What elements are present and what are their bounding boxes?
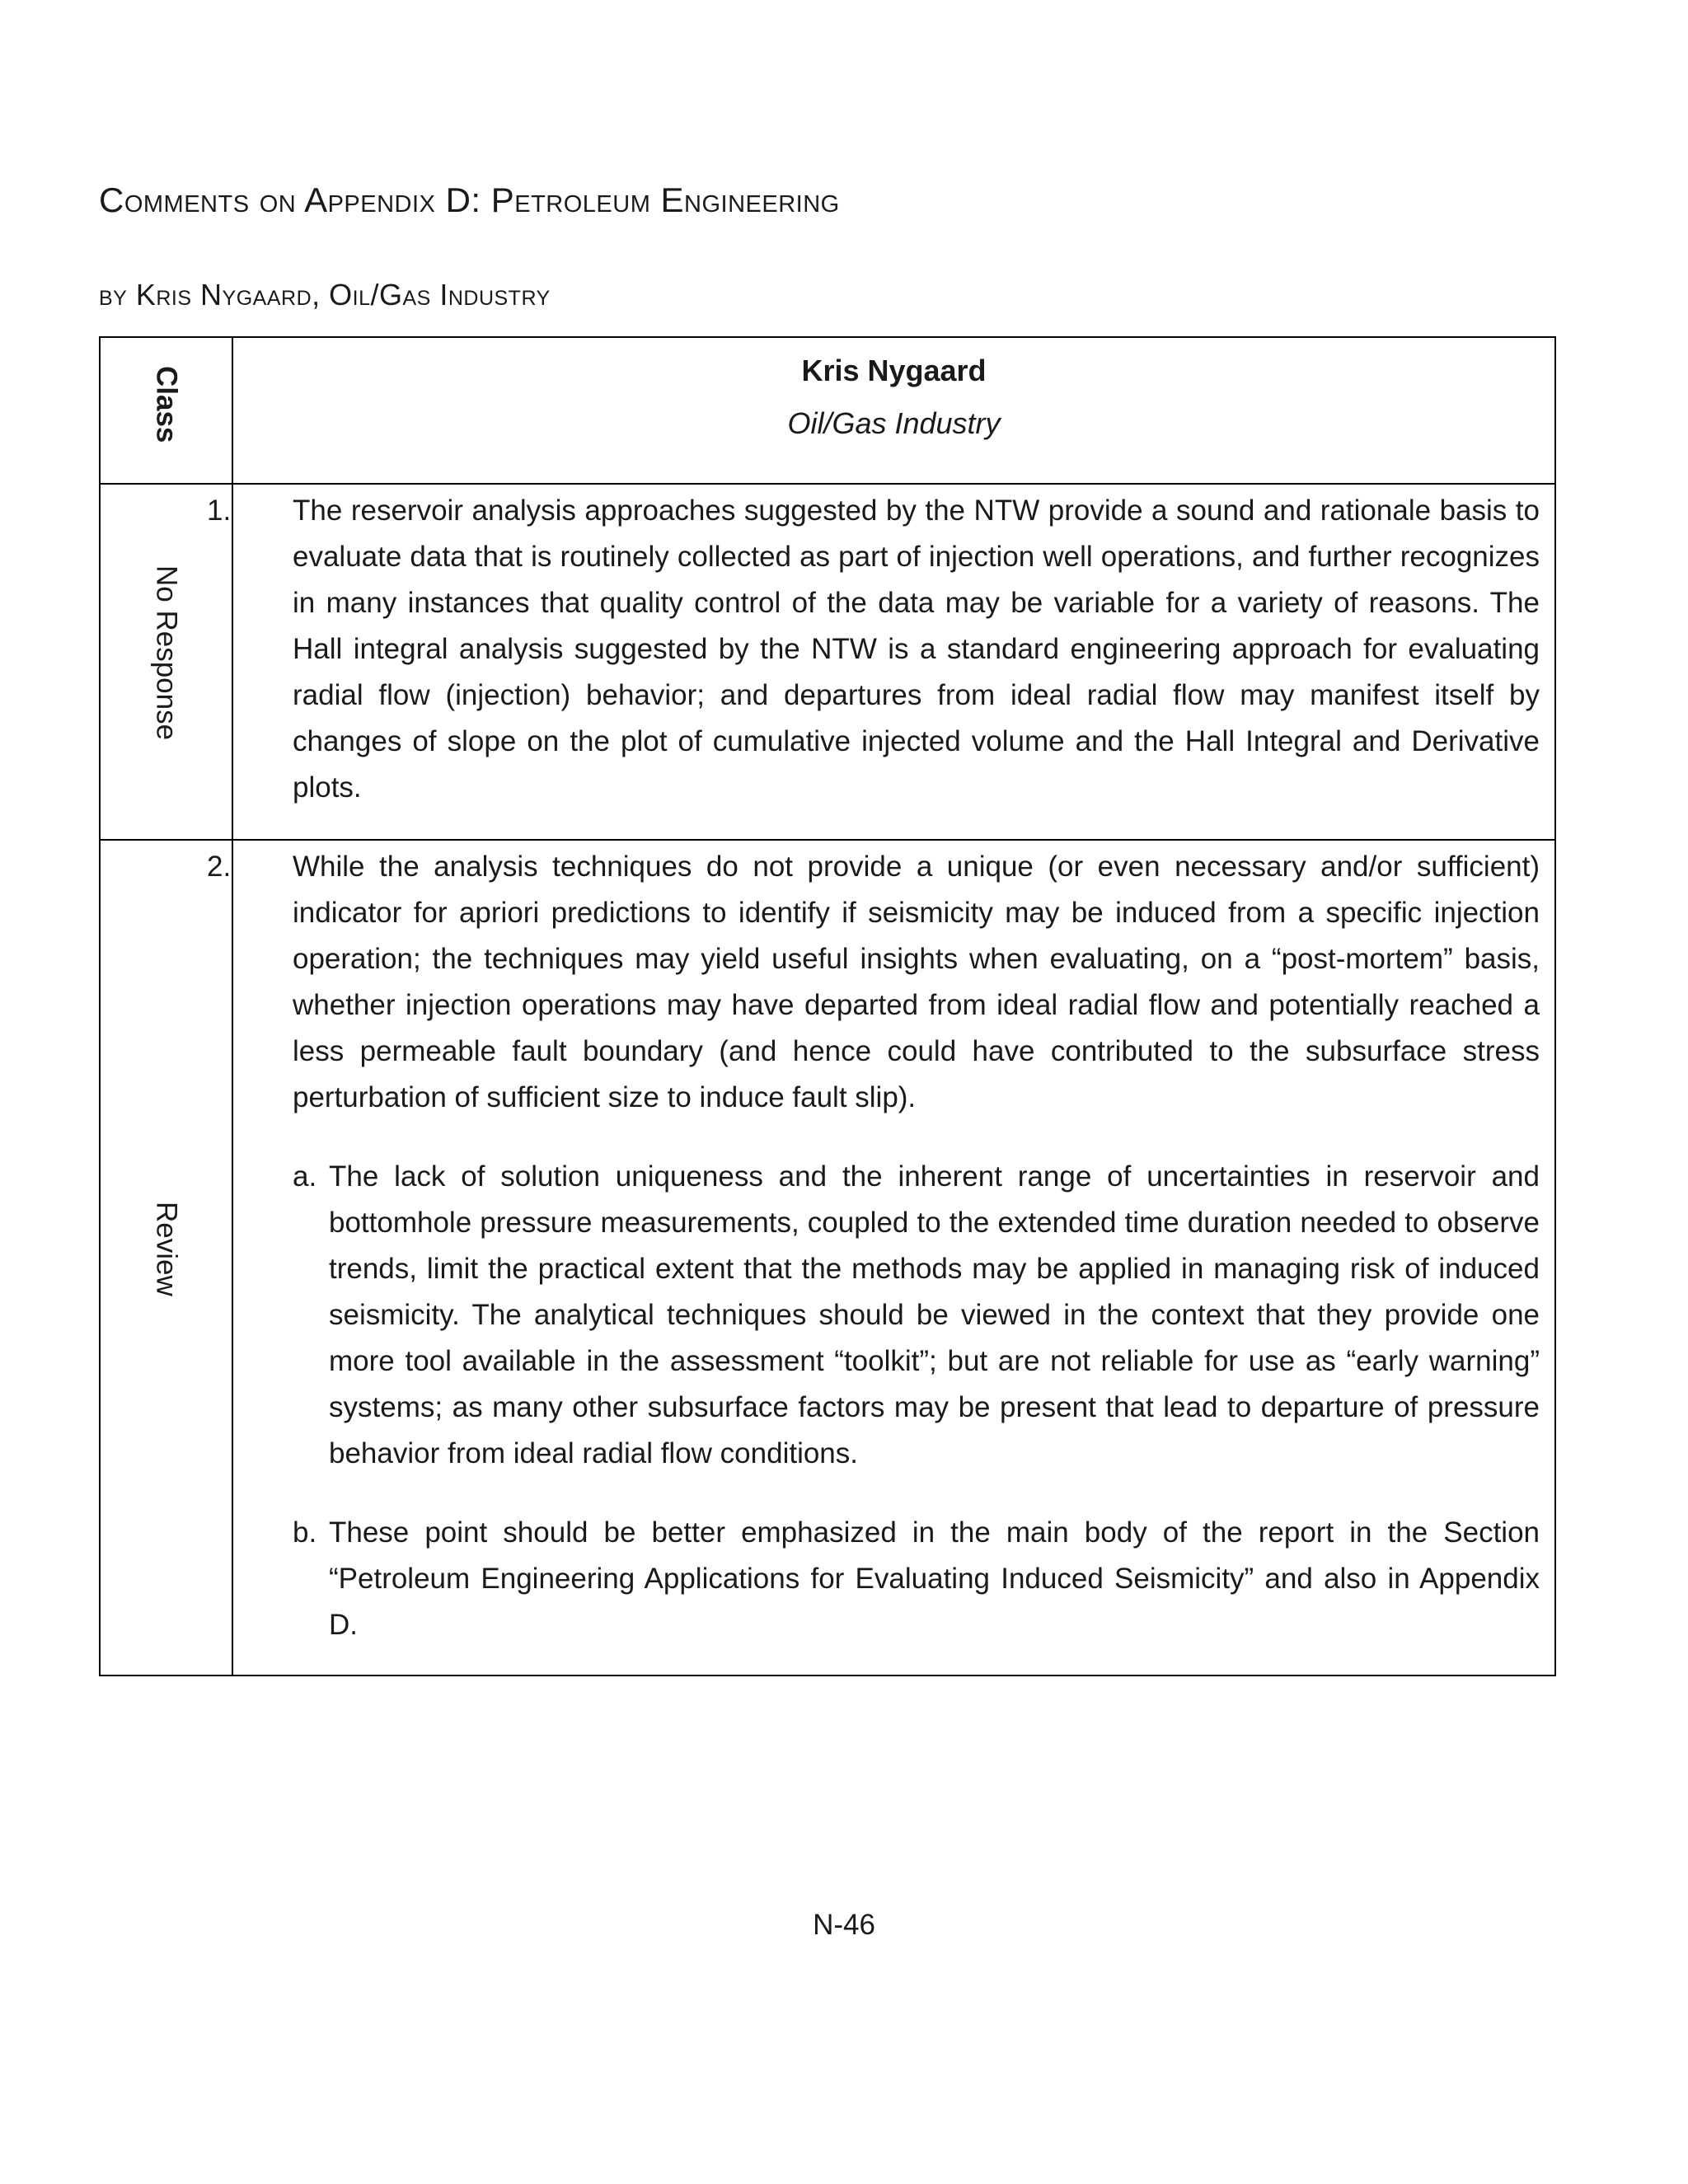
comment-item — [207, 844, 1540, 1121]
class-header-cell — [100, 337, 232, 484]
page-number: N-46 — [813, 1909, 875, 1941]
comment-number: 2. — [207, 851, 232, 883]
class-header-label: Class — [150, 366, 182, 443]
page-title: Comments on Appendix D: Petroleum Engineering — [99, 180, 840, 219]
comment-item — [207, 488, 1540, 811]
table-header-row — [100, 337, 1555, 484]
comment-number: 1. — [207, 494, 232, 527]
class-cell — [100, 484, 232, 840]
sub-comment-letter: b. — [293, 1516, 317, 1549]
reviewer-org: Oil/Gas Industry — [787, 406, 1001, 440]
sub-comment-text: These point should be better emphasized in the main body of the report in the Section “Petroleum Engineering Applications for Evaluating Induced Seismicity” and also in Appendix D. — [329, 1516, 1540, 1641]
comment-text: While the analysis techniques do not provide a unique (or even necessary and/or sufficient) indicator for apriori predictions to identify if seismicity may be induced from a specific injection operation; the techniques may yield useful insights when evaluating, on a “post-mortem” basis, whether injection operations may have departed from ideal radial flow and potentially reached a less permeable fault boundary (and hence could have contributed to the subsurface stress perturbation of sufficient size to induce fault slip). — [293, 851, 1540, 1113]
table-row — [100, 484, 1555, 840]
class-label: Review — [150, 1202, 182, 1296]
class-cell — [100, 840, 232, 1675]
reviewer-header-cell — [232, 337, 1555, 484]
sub-comment-item — [243, 1154, 1540, 1477]
sub-comment-item — [243, 1510, 1540, 1648]
comment-cell — [207, 484, 1555, 840]
reviewer-name: Kris Nygaard — [801, 354, 987, 387]
comments-table — [99, 336, 1556, 1676]
comment-text: The reservoir analysis approaches suggested by the NTW provide a sound and rationale basis to evaluate data that is routinely collected as part of injection well operations, and further recognizes in many instances that quality control of the data may be variable for a variety of reasons. The Hall integral analysis suggested by the NTW is a standard engineering approach for evaluating radial flow (injection) behavior; and departures from ideal radial flow may manifest itself by changes of slope on the plot of cumulative injected volume and the Hall Integral and Derivative plots. — [293, 494, 1540, 804]
sub-comment-text: The lack of solution uniqueness and the inherent range of uncertainties in reservoir and bottomhole pressure measurements, coupled to the extended time duration needed to observe trends, limit the practical extent that the methods may be applied in managing risk of induced seismicity. The analytical techniques should be viewed in the context that they provide one more tool available in the assessment “toolkit”; but are not reliable for use as “early warning” systems; as many other subsurface factors may be present that lead to departure of pressure behavior from ideal radial flow conditions. — [329, 1160, 1540, 1469]
sub-comment-letter: a. — [293, 1160, 317, 1193]
page-subtitle: by Kris Nygaard, Oil/Gas Industry — [99, 278, 551, 312]
comment-cell — [207, 840, 1555, 1675]
class-label: No Response — [150, 565, 182, 741]
table-row — [100, 840, 1555, 1675]
